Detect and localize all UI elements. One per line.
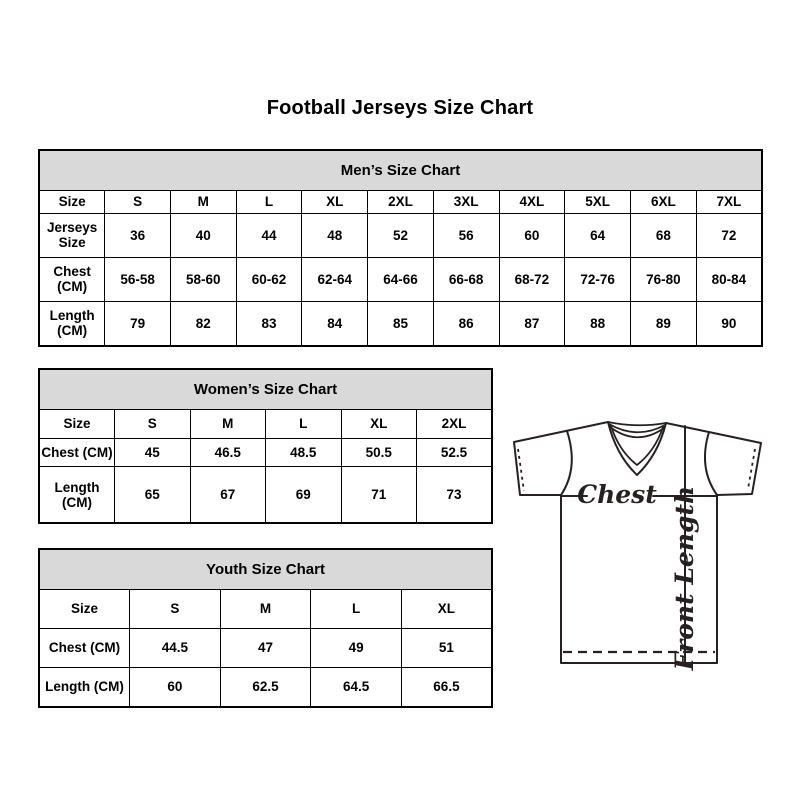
youth-cell-r1c4: 51 xyxy=(401,628,492,667)
womens-size-table xyxy=(38,368,493,524)
men-table-title: Men’s Size Chart xyxy=(39,150,762,191)
men-cell-r2c0: Chest (CM) xyxy=(39,257,105,301)
men-cell-r0c9: 6XL xyxy=(630,191,696,214)
men-cell-r1c3: 44 xyxy=(236,213,302,257)
men-cell-r1c5: 52 xyxy=(368,213,434,257)
men-cell-r1c4: 48 xyxy=(302,213,368,257)
men-cell-r3c1: 79 xyxy=(105,301,171,346)
men-cell-r1c8: 64 xyxy=(565,213,631,257)
women-cell-r2c0: Length (CM) xyxy=(39,467,115,523)
men-cell-r3c5: 85 xyxy=(368,301,434,346)
women-cell-r1c4: 50.5 xyxy=(341,438,417,467)
jersey-collar-top xyxy=(608,422,666,425)
youth-cell-r2c4: 66.5 xyxy=(401,667,492,707)
men-cell-r3c4: 84 xyxy=(302,301,368,346)
youth-size-table xyxy=(38,548,493,708)
men-cell-r2c1: 56-58 xyxy=(105,257,171,301)
youth-cell-r0c1: S xyxy=(130,590,221,629)
jersey-outline xyxy=(514,422,761,666)
men-cell-r2c9: 76-80 xyxy=(630,257,696,301)
youth-table-title: Youth Size Chart xyxy=(39,549,492,590)
men-cell-r3c7: 87 xyxy=(499,301,565,346)
women-row-2 xyxy=(39,467,492,523)
women-cell-r2c3: 69 xyxy=(266,467,342,523)
women-row-0 xyxy=(39,410,492,439)
men-row-2 xyxy=(39,257,762,301)
men-cell-r2c6: 66-68 xyxy=(433,257,499,301)
women-cell-r0c1: S xyxy=(115,410,191,439)
women-cell-r1c2: 46.5 xyxy=(190,438,266,467)
men-cell-r0c6: 3XL xyxy=(433,191,499,214)
men-cell-r2c2: 58-60 xyxy=(170,257,236,301)
men-row-1 xyxy=(39,213,762,257)
men-cell-r0c10: 7XL xyxy=(696,191,762,214)
men-cell-r2c4: 62-64 xyxy=(302,257,368,301)
youth-cell-r0c2: M xyxy=(220,590,311,629)
front-length-measure-label: Front Length xyxy=(670,485,699,671)
women-cell-r2c4: 71 xyxy=(341,467,417,523)
men-cell-r1c1: 36 xyxy=(105,213,171,257)
jersey-diagram xyxy=(503,398,773,688)
youth-cell-r0c0: Size xyxy=(39,590,130,629)
men-cell-r1c2: 40 xyxy=(170,213,236,257)
women-table-title: Women’s Size Chart xyxy=(39,369,492,410)
women-cell-r2c1: 65 xyxy=(115,467,191,523)
youth-row-0 xyxy=(39,590,492,629)
men-row-3 xyxy=(39,301,762,346)
men-cell-r1c6: 56 xyxy=(433,213,499,257)
men-cell-r0c2: M xyxy=(170,191,236,214)
men-cell-r3c6: 86 xyxy=(433,301,499,346)
women-cell-r1c0: Chest (CM) xyxy=(39,438,115,467)
women-table xyxy=(38,368,493,524)
youth-cell-r1c3: 49 xyxy=(311,628,402,667)
men-cell-r2c7: 68-72 xyxy=(499,257,565,301)
youth-cell-r2c3: 64.5 xyxy=(311,667,402,707)
youth-cell-r1c2: 47 xyxy=(220,628,311,667)
jersey-left-seam xyxy=(561,431,572,495)
youth-row-2 xyxy=(39,667,492,707)
women-cell-r1c5: 52.5 xyxy=(417,438,493,467)
women-cell-r0c4: XL xyxy=(341,410,417,439)
youth-cell-r0c3: L xyxy=(311,590,402,629)
men-cell-r3c8: 88 xyxy=(565,301,631,346)
youth-cell-r2c1: 60 xyxy=(130,667,221,707)
women-cell-r2c2: 67 xyxy=(190,467,266,523)
men-cell-r1c7: 60 xyxy=(499,213,565,257)
youth-row-1 xyxy=(39,628,492,667)
youth-table xyxy=(38,548,493,708)
page-title: Football Jerseys Size Chart xyxy=(266,97,534,119)
jersey-right-seam xyxy=(705,432,717,495)
men-cell-r3c3: 83 xyxy=(236,301,302,346)
men-cell-r3c2: 82 xyxy=(170,301,236,346)
chest-measure-label: Chest xyxy=(577,480,657,509)
women-cell-r0c0: Size xyxy=(39,410,115,439)
men-cell-r0c8: 5XL xyxy=(565,191,631,214)
women-cell-r1c3: 48.5 xyxy=(266,438,342,467)
men-cell-r0c7: 4XL xyxy=(499,191,565,214)
jersey-vneck-outer xyxy=(608,422,666,475)
men-row-0 xyxy=(39,191,762,214)
women-cell-r0c2: M xyxy=(190,410,266,439)
men-cell-r0c3: L xyxy=(236,191,302,214)
men-cell-r2c10: 80-84 xyxy=(696,257,762,301)
men-cell-r0c4: XL xyxy=(302,191,368,214)
men-title-row xyxy=(39,150,762,191)
men-table xyxy=(38,149,763,347)
youth-cell-r0c4: XL xyxy=(401,590,492,629)
men-cell-r3c0: Length (CM) xyxy=(39,301,105,346)
women-cell-r2c5: 73 xyxy=(417,467,493,523)
men-cell-r3c10: 90 xyxy=(696,301,762,346)
men-cell-r0c0: Size xyxy=(39,191,105,214)
men-cell-r0c5: 2XL xyxy=(368,191,434,214)
men-cell-r1c9: 68 xyxy=(630,213,696,257)
women-title-row xyxy=(39,369,492,410)
youth-cell-r1c0: Chest (CM) xyxy=(39,628,130,667)
men-cell-r3c9: 89 xyxy=(630,301,696,346)
men-cell-r1c0: Jerseys Size xyxy=(39,213,105,257)
women-row-1 xyxy=(39,438,492,467)
men-cell-r0c1: S xyxy=(105,191,171,214)
women-cell-r0c5: 2XL xyxy=(417,410,493,439)
youth-cell-r2c2: 62.5 xyxy=(220,667,311,707)
men-cell-r2c8: 72-76 xyxy=(565,257,631,301)
men-cell-r2c3: 60-62 xyxy=(236,257,302,301)
mens-size-table xyxy=(38,149,763,347)
men-cell-r2c5: 64-66 xyxy=(368,257,434,301)
youth-cell-r1c1: 44.5 xyxy=(130,628,221,667)
women-cell-r0c3: L xyxy=(266,410,342,439)
women-cell-r1c1: 45 xyxy=(115,438,191,467)
youth-cell-r2c0: Length (CM) xyxy=(39,667,130,707)
jersey-right-sleeve xyxy=(666,423,761,495)
men-cell-r1c10: 72 xyxy=(696,213,762,257)
youth-title-row xyxy=(39,549,492,590)
